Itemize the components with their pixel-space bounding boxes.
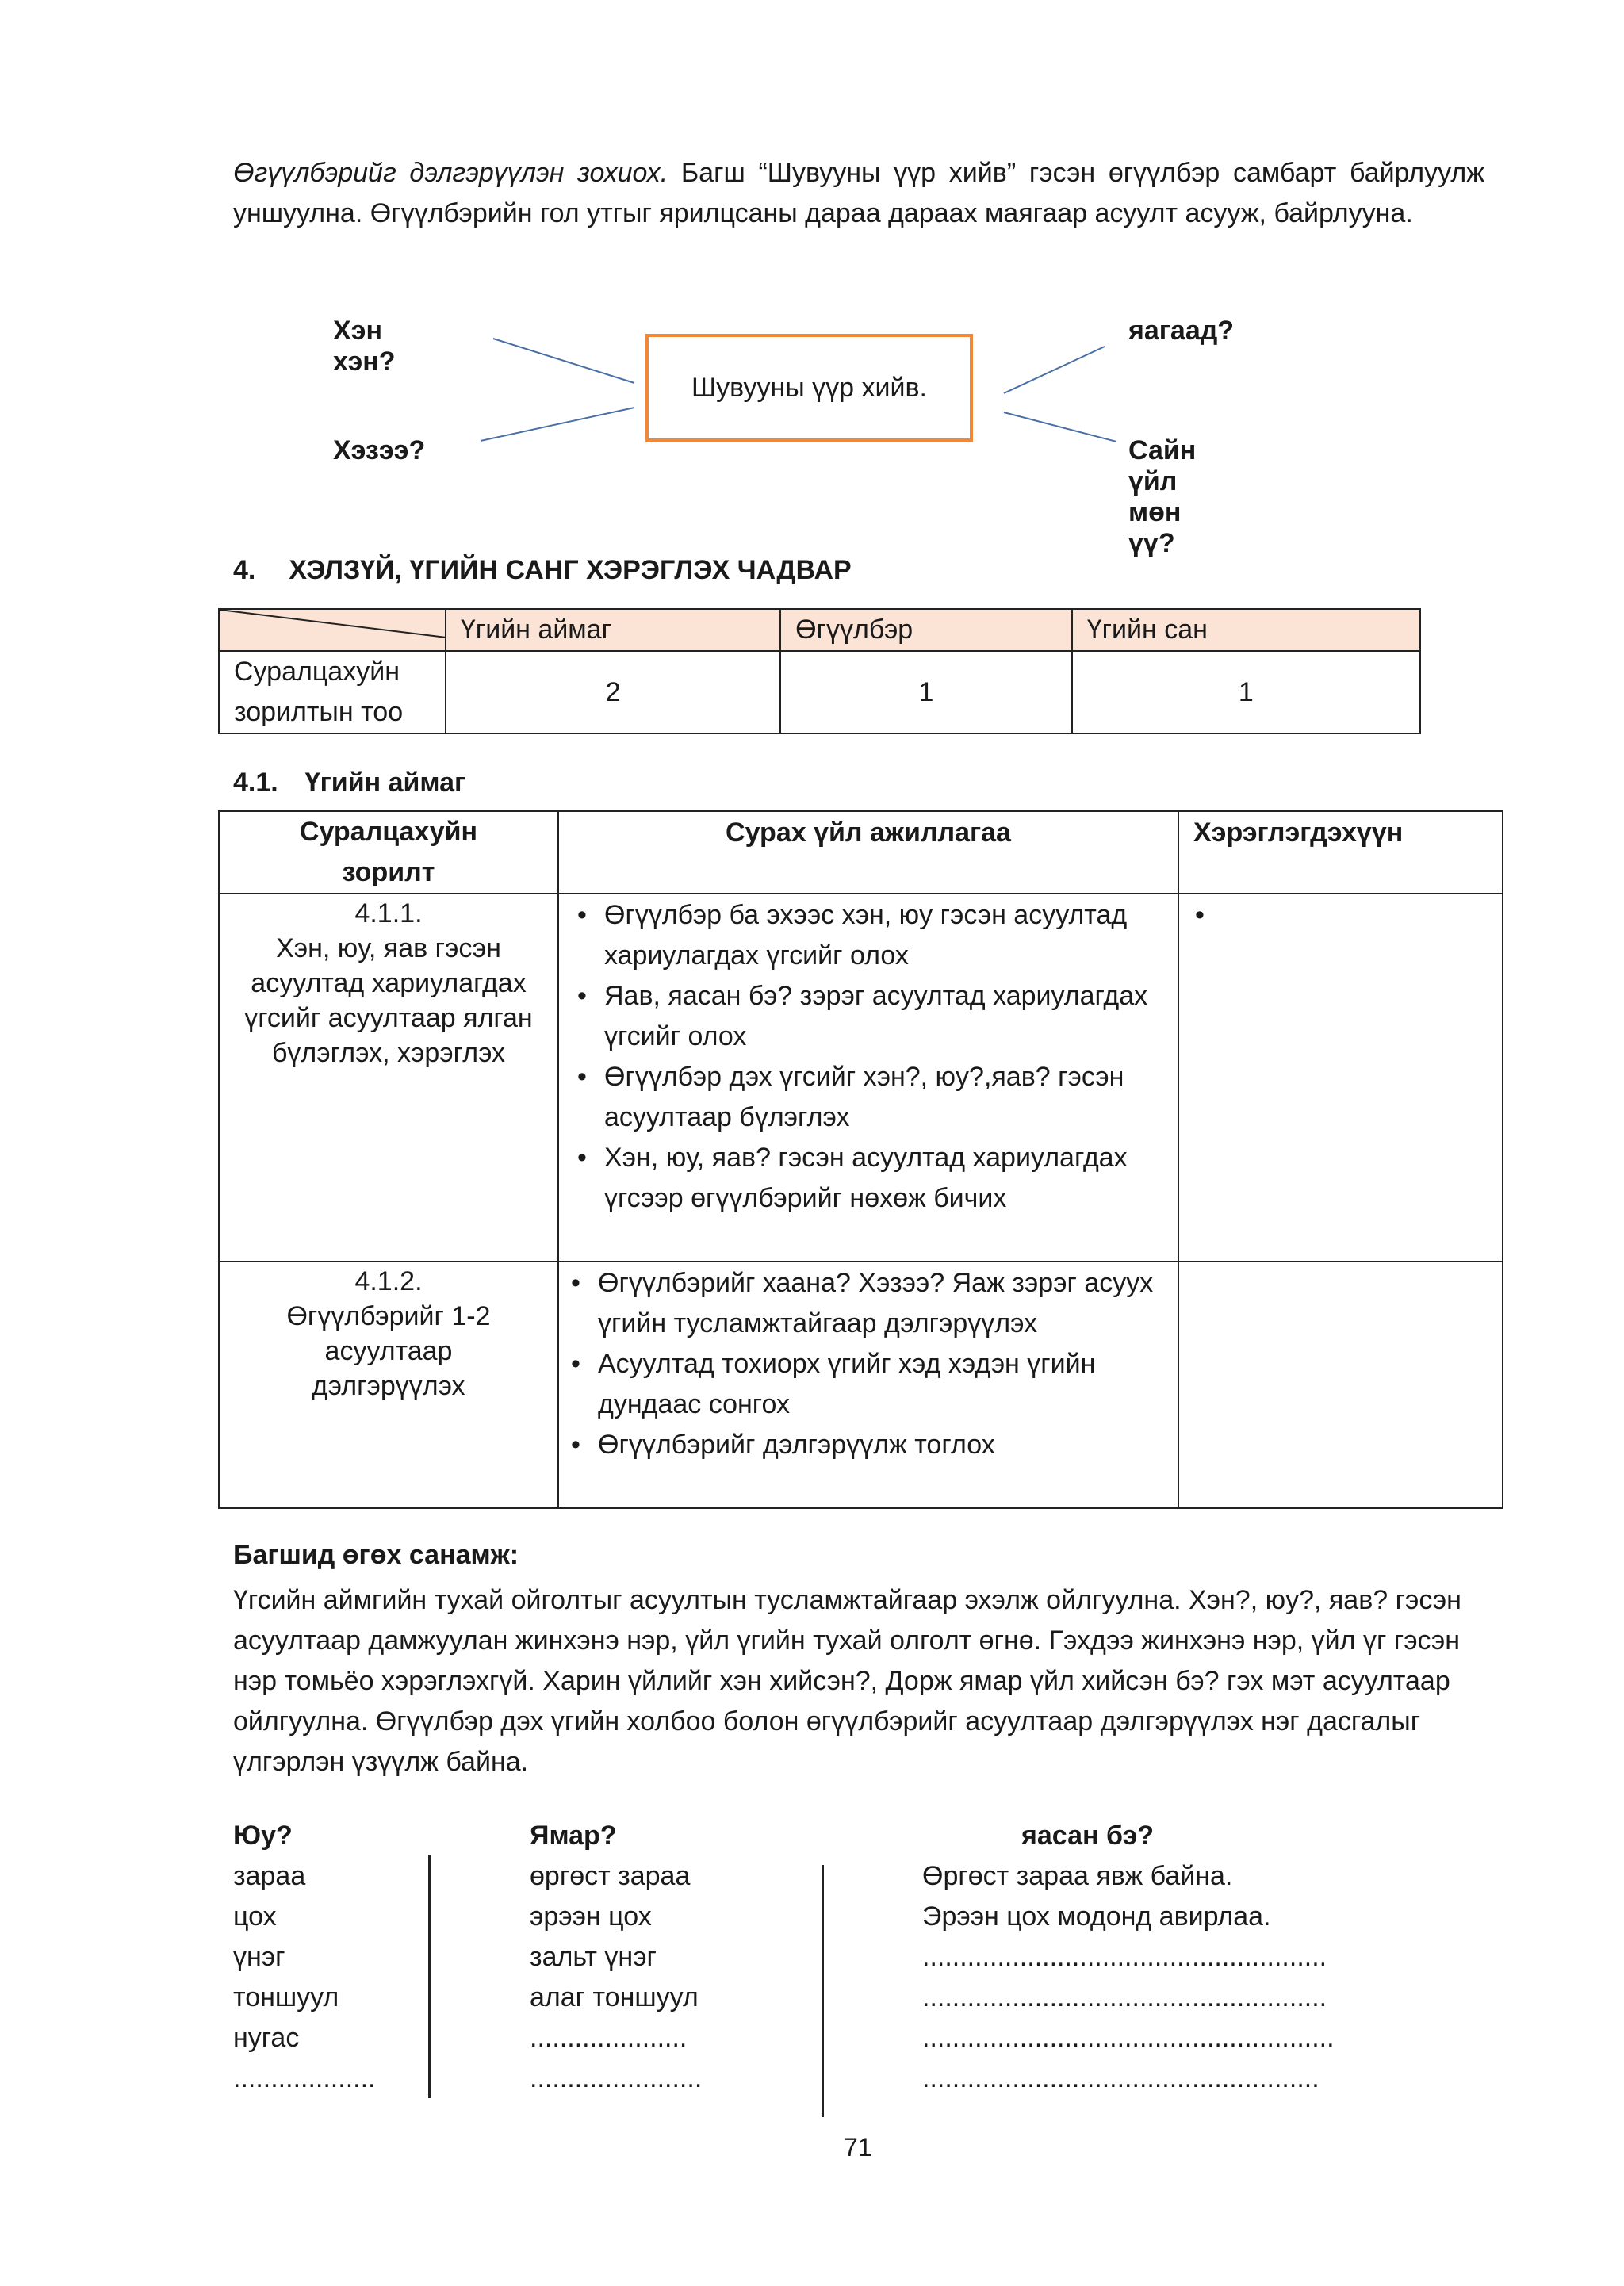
exercise-col-which (530, 1816, 702, 2099)
materials-cell: • (1178, 894, 1503, 1262)
list-item: зальт үнэг (530, 1942, 657, 1972)
learning-activities-table (218, 810, 1503, 1509)
diagram-label-why: яагаад? (1128, 316, 1235, 346)
goal-text: Өгүүлбэрийг 1-2 асуултаар дэлгэрүүлэх (286, 1301, 491, 1401)
diagram-label-good-deed: Сайн үйл мөн үү? (1128, 435, 1197, 558)
teacher-note-title: Багшид өгөх санамж: (233, 1540, 519, 1570)
list-item: • Хэн, юу, яав? гэсэн асуултад хариулагдах үгсээр өгүүлбэрийг нөхөж бичих (604, 1138, 1177, 1219)
activity-list (560, 895, 1177, 1219)
list-item: • Өгүүлбэрийг хаана? Хэзээ? Яаж зэрэг асуух үгийн тусламжтайгаар дэлгэрүүлэх (598, 1263, 1177, 1344)
list-item: зараа (233, 1861, 306, 1891)
section-4-1-number: 4.1. (233, 768, 278, 798)
count-sentence: 1 (780, 651, 1072, 733)
row-label-line-2: зорилтын тоо (234, 697, 404, 727)
section-4-number: 4. (233, 555, 256, 585)
row-label-line-1: Суралцахуйн (234, 657, 400, 687)
list-item: Эрээн цох модонд авирлаа. (922, 1901, 1271, 1932)
list-item: ...................................................... (922, 1982, 1327, 2012)
activity-list (560, 1263, 1177, 1465)
materials-cell (1178, 1262, 1503, 1508)
list-item: • Яав, яасан бэ? зэрэг асуултад хариулагдах үгсийг олох (604, 976, 1177, 1057)
section-4-title: ХЭЛЗҮЙ, ҮГИЙН САНГ ХЭРЭГЛЭХ ЧАДВАР (289, 555, 852, 585)
intro-text: Багш “Шувууны үүр хийв” гэсэн өгүүлбэр самбарт байрлуулж уншуулна. Өгүүлбэрийн гол утгыг ярилцсаны дараа дараах маягаар асуулт асууж, байрлууна. (233, 158, 1484, 228)
diagonal-corner-cell (219, 609, 446, 651)
goal-count-table (218, 608, 1421, 734)
list-item: тоншуул (233, 1982, 339, 2012)
list-item: • Өгүүлбэрийг дэлгэрүүлж тоглох (598, 1425, 1177, 1465)
list-item: • Асуултад тохиорх үгийг хэд хэдэн үгийн дундаас сонгох (598, 1344, 1177, 1425)
table-row (219, 894, 1503, 1262)
goal-count-row (219, 651, 1420, 733)
goal-count-header-row (219, 609, 1420, 651)
list-item: ...................................................... (922, 1942, 1327, 1972)
activities-cell (558, 894, 1178, 1262)
goal-code: 4.1.2. (354, 1266, 423, 1296)
exercise-col-what (233, 1816, 375, 2099)
goal-text: Хэн, юу, яав гэсэн асуултад хариулагдах үгсийг асуултаар ялган бүлэглэх, хэрэглэх (244, 933, 533, 1068)
list-item: алаг тоншуул (530, 1982, 699, 2012)
goal-cell (219, 894, 558, 1262)
header-sentence: Өгүүлбэр (780, 609, 1072, 651)
section-4-1-heading (233, 768, 465, 798)
col-what-header: Юу? (233, 1821, 293, 1851)
exercise-col-what-did (922, 1816, 1335, 2099)
row-label-goal-count (219, 651, 446, 733)
divider-2 (822, 1865, 824, 2117)
diagram-lines (0, 0, 1624, 555)
goal-cell (219, 1262, 558, 1508)
divider-1 (428, 1855, 431, 2098)
line-bottom-left (481, 408, 634, 441)
col-which-header: Ямар? (530, 1821, 617, 1851)
diagram-center-sentence: Шувууны үүр хийв. (645, 334, 973, 442)
line-top-left (493, 339, 634, 383)
page-number: 71 (844, 2133, 872, 2162)
count-word-class: 2 (446, 651, 780, 733)
list-item: үнэг (233, 1942, 285, 1972)
list-item: ....................................................... (922, 2023, 1335, 2053)
diagram-label-who: Хэн хэн? (333, 316, 396, 377)
list-item: ..................................................... (922, 2063, 1320, 2093)
list-item: өргөст зараа (530, 1861, 691, 1891)
list-item: ....................... (530, 2063, 703, 2093)
list-item: эрээн цох (530, 1901, 652, 1932)
list-item: • Өгүүлбэр дэх үгсийг хэн?, юу?,яав? гэсэн асуултаар бүлэглэх (604, 1057, 1177, 1138)
section-4-1-title: Үгийн аймаг (304, 768, 466, 798)
section-4-heading (233, 555, 852, 586)
activities-cell (558, 1262, 1178, 1508)
list-item: ................... (233, 2063, 376, 2093)
teacher-note-text: Үгсийн аймгийн тухай ойголтыг асуултын тусламжтайгаар эхэлж ойлгуулна. Хэн?, юу?, яав? гэсэн асуултаар дамжуулан жинхэнэ нэр, үйл үгийн тухай олголт өгнө. Гэхдээ жинхэнэ нэр, үйл үг гэсэн нэр томьёо хэрэглэхгүй. Харин үйлийг хэн хийсэн?, Дорж ямар үйл хийсэн бэ? гэх мэт асуултаар ойлгуулна. Өгүүлбэр дэх үгийн холбоо болон өгүүлбэрийг асуултаар дэлгэрүүлэх нэг дасгалыг үлгэрлэн үзүүлж байна. (233, 1585, 1461, 1777)
intro-italic-lead: Өгүүлбэрийг дэлгэрүүлэн зохиох. (233, 158, 668, 188)
diagram-label-when: Хэзээ? (333, 435, 426, 465)
list-item: Өргөст зараа явж байна. (922, 1861, 1233, 1891)
header-learning-activity: Сурах үйл ажиллагаа (558, 811, 1178, 894)
table-row (219, 1262, 1503, 1508)
line-top-right (1004, 347, 1105, 393)
list-item: • Өгүүлбэр ба эхээс хэн, юу гэсэн асуултад хариулагдах үгсийг олох (604, 895, 1177, 976)
list-item: цох (233, 1901, 277, 1932)
activities-header-row (219, 811, 1503, 894)
goal-code: 4.1.1. (354, 898, 423, 929)
header-vocabulary: Үгийн сан (1072, 609, 1420, 651)
line-bottom-right (1004, 412, 1116, 442)
col-what-did-header: яасан бэ? (1021, 1821, 1155, 1851)
count-vocabulary: 1 (1072, 651, 1420, 733)
header-learning-goal: Суралцахуйн зорилт (219, 811, 558, 894)
list-item: нугас (233, 2023, 300, 2053)
list-item: ..................... (530, 2023, 688, 2053)
diagonal-line (220, 610, 445, 650)
header-word-class: Үгийн аймаг (446, 609, 780, 651)
header-materials: Хэрэглэгдэхүүн (1178, 811, 1503, 894)
